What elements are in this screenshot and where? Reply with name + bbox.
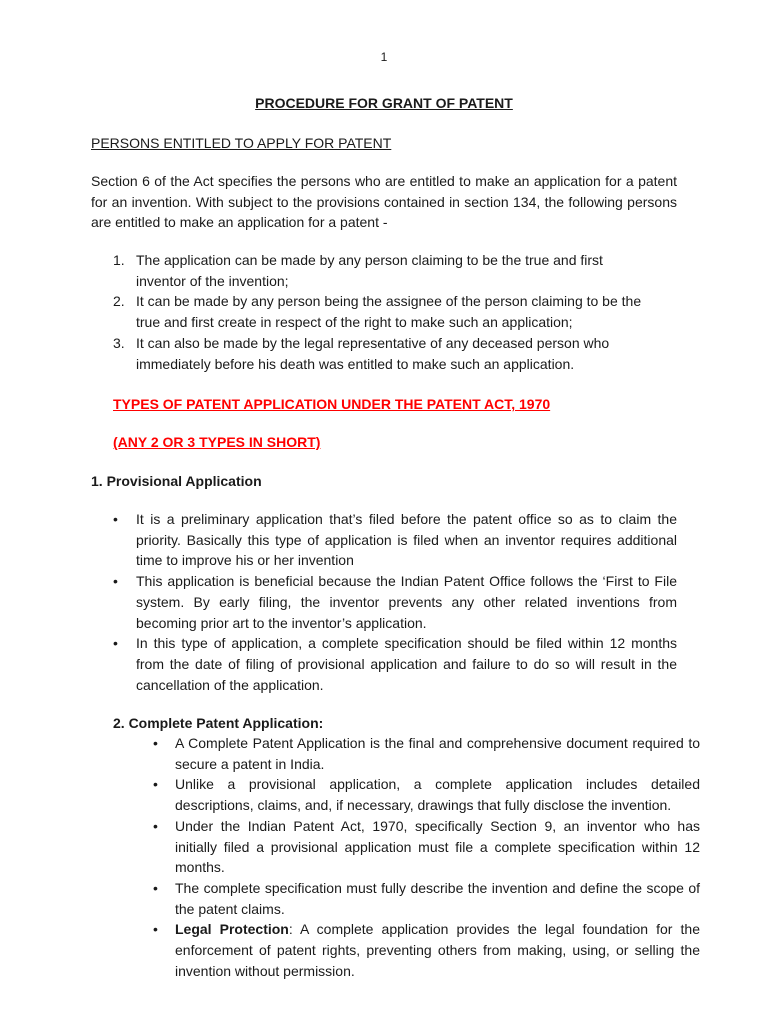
legal-protection-text: : A complete application provides the legal foundation for the enforcement of patent rights, preventing others from making, using, or selling the invention without permission. [175,921,700,979]
bullet-icon: • [153,817,158,834]
entitled-persons-list [91,250,677,374]
provisional-bullets [91,509,677,695]
list-item [91,250,677,291]
bullet-icon: • [113,635,118,652]
bullet-icon: • [113,511,118,527]
list-item-text: In this type of application, a complete specification should be filed within 12 months from the date of filing of provisional application and failure to do so will result in the cancellation of the application. [136,635,677,693]
list-item-text: This application is beneficial because the Indian Patent Office follows the ‘First to File system. By early filing, the inventor prevents any other related inventions from becoming prior art to the inventor’s application. [136,573,677,631]
list-item-text: It can also be made by the legal representative of any deceased person who immediately before his death was entitled to make such an application. [136,334,610,372]
bullet-icon: • [153,921,158,938]
list-item [113,919,700,981]
document-title: PROCEDURE FOR GRANT OF PATENT [255,95,513,111]
list-item [91,291,677,332]
complete-heading: 2. Complete Patent Application: [113,715,324,731]
list-number: 1. [113,252,125,268]
types-note: (ANY 2 OR 3 TYPES IN SHORT) [113,434,321,450]
bullet-icon: • [153,879,158,896]
list-number: 2. [113,293,125,310]
section-heading: PERSONS ENTITLED TO APPLY FOR PATENT [91,135,392,151]
list-item-text: The application can be made by any person claiming to be the true and first inventor of the invention; [136,252,603,289]
list-item-text: Under the Indian Patent Act, 1970, specifically Section 9, an inventor who has initially filed a provisional application must file a complete specification within 12 months. [175,817,700,876]
provisional-heading: 1. Provisional Application [91,473,262,489]
page-number: 1 [380,50,388,64]
list-item-text: A Complete Patent Application is the final and comprehensive document required to secure a patent in India. [175,735,700,772]
list-item [113,878,700,919]
bullet-icon: • [153,735,158,751]
list-item-text: It is a preliminary application that’s filed before the patent office so as to claim the priority. Basically this type of application is filed when an inventor requires additional time to improve his or her invention [136,511,677,569]
list-item-text: Unlike a provisional application, a complete application includes detailed descriptions, claims, and, if necessary, drawings that fully disclose the invention. [175,776,700,814]
list-item [113,733,700,774]
list-item [91,509,677,571]
bullet-icon: • [113,573,118,590]
list-item [91,333,677,374]
list-item [113,774,700,815]
list-number: 3. [113,334,125,351]
types-heading: TYPES OF PATENT APPLICATION UNDER THE PATENT ACT, 1970 [113,396,551,412]
list-item-text: It can be made by any person being the assignee of the person claiming to be the true and first create in respect of the right to make such an application; [136,293,642,331]
complete-bullets [113,733,700,981]
list-item-text: The complete specification must fully describe the invention and define the scope of the patent claims. [175,879,700,917]
bullet-icon: • [153,776,158,793]
intro-paragraph: Section 6 of the Act specifies the persons who are entitled to make an application for a patent for an invention. With subject to the provisions contained in section 134, the following persons are entitled to make an application for a patent - [91,173,677,231]
list-item [113,816,700,878]
list-item [91,633,677,695]
legal-protection-label: Legal Protection [175,921,289,938]
list-item [91,571,677,633]
